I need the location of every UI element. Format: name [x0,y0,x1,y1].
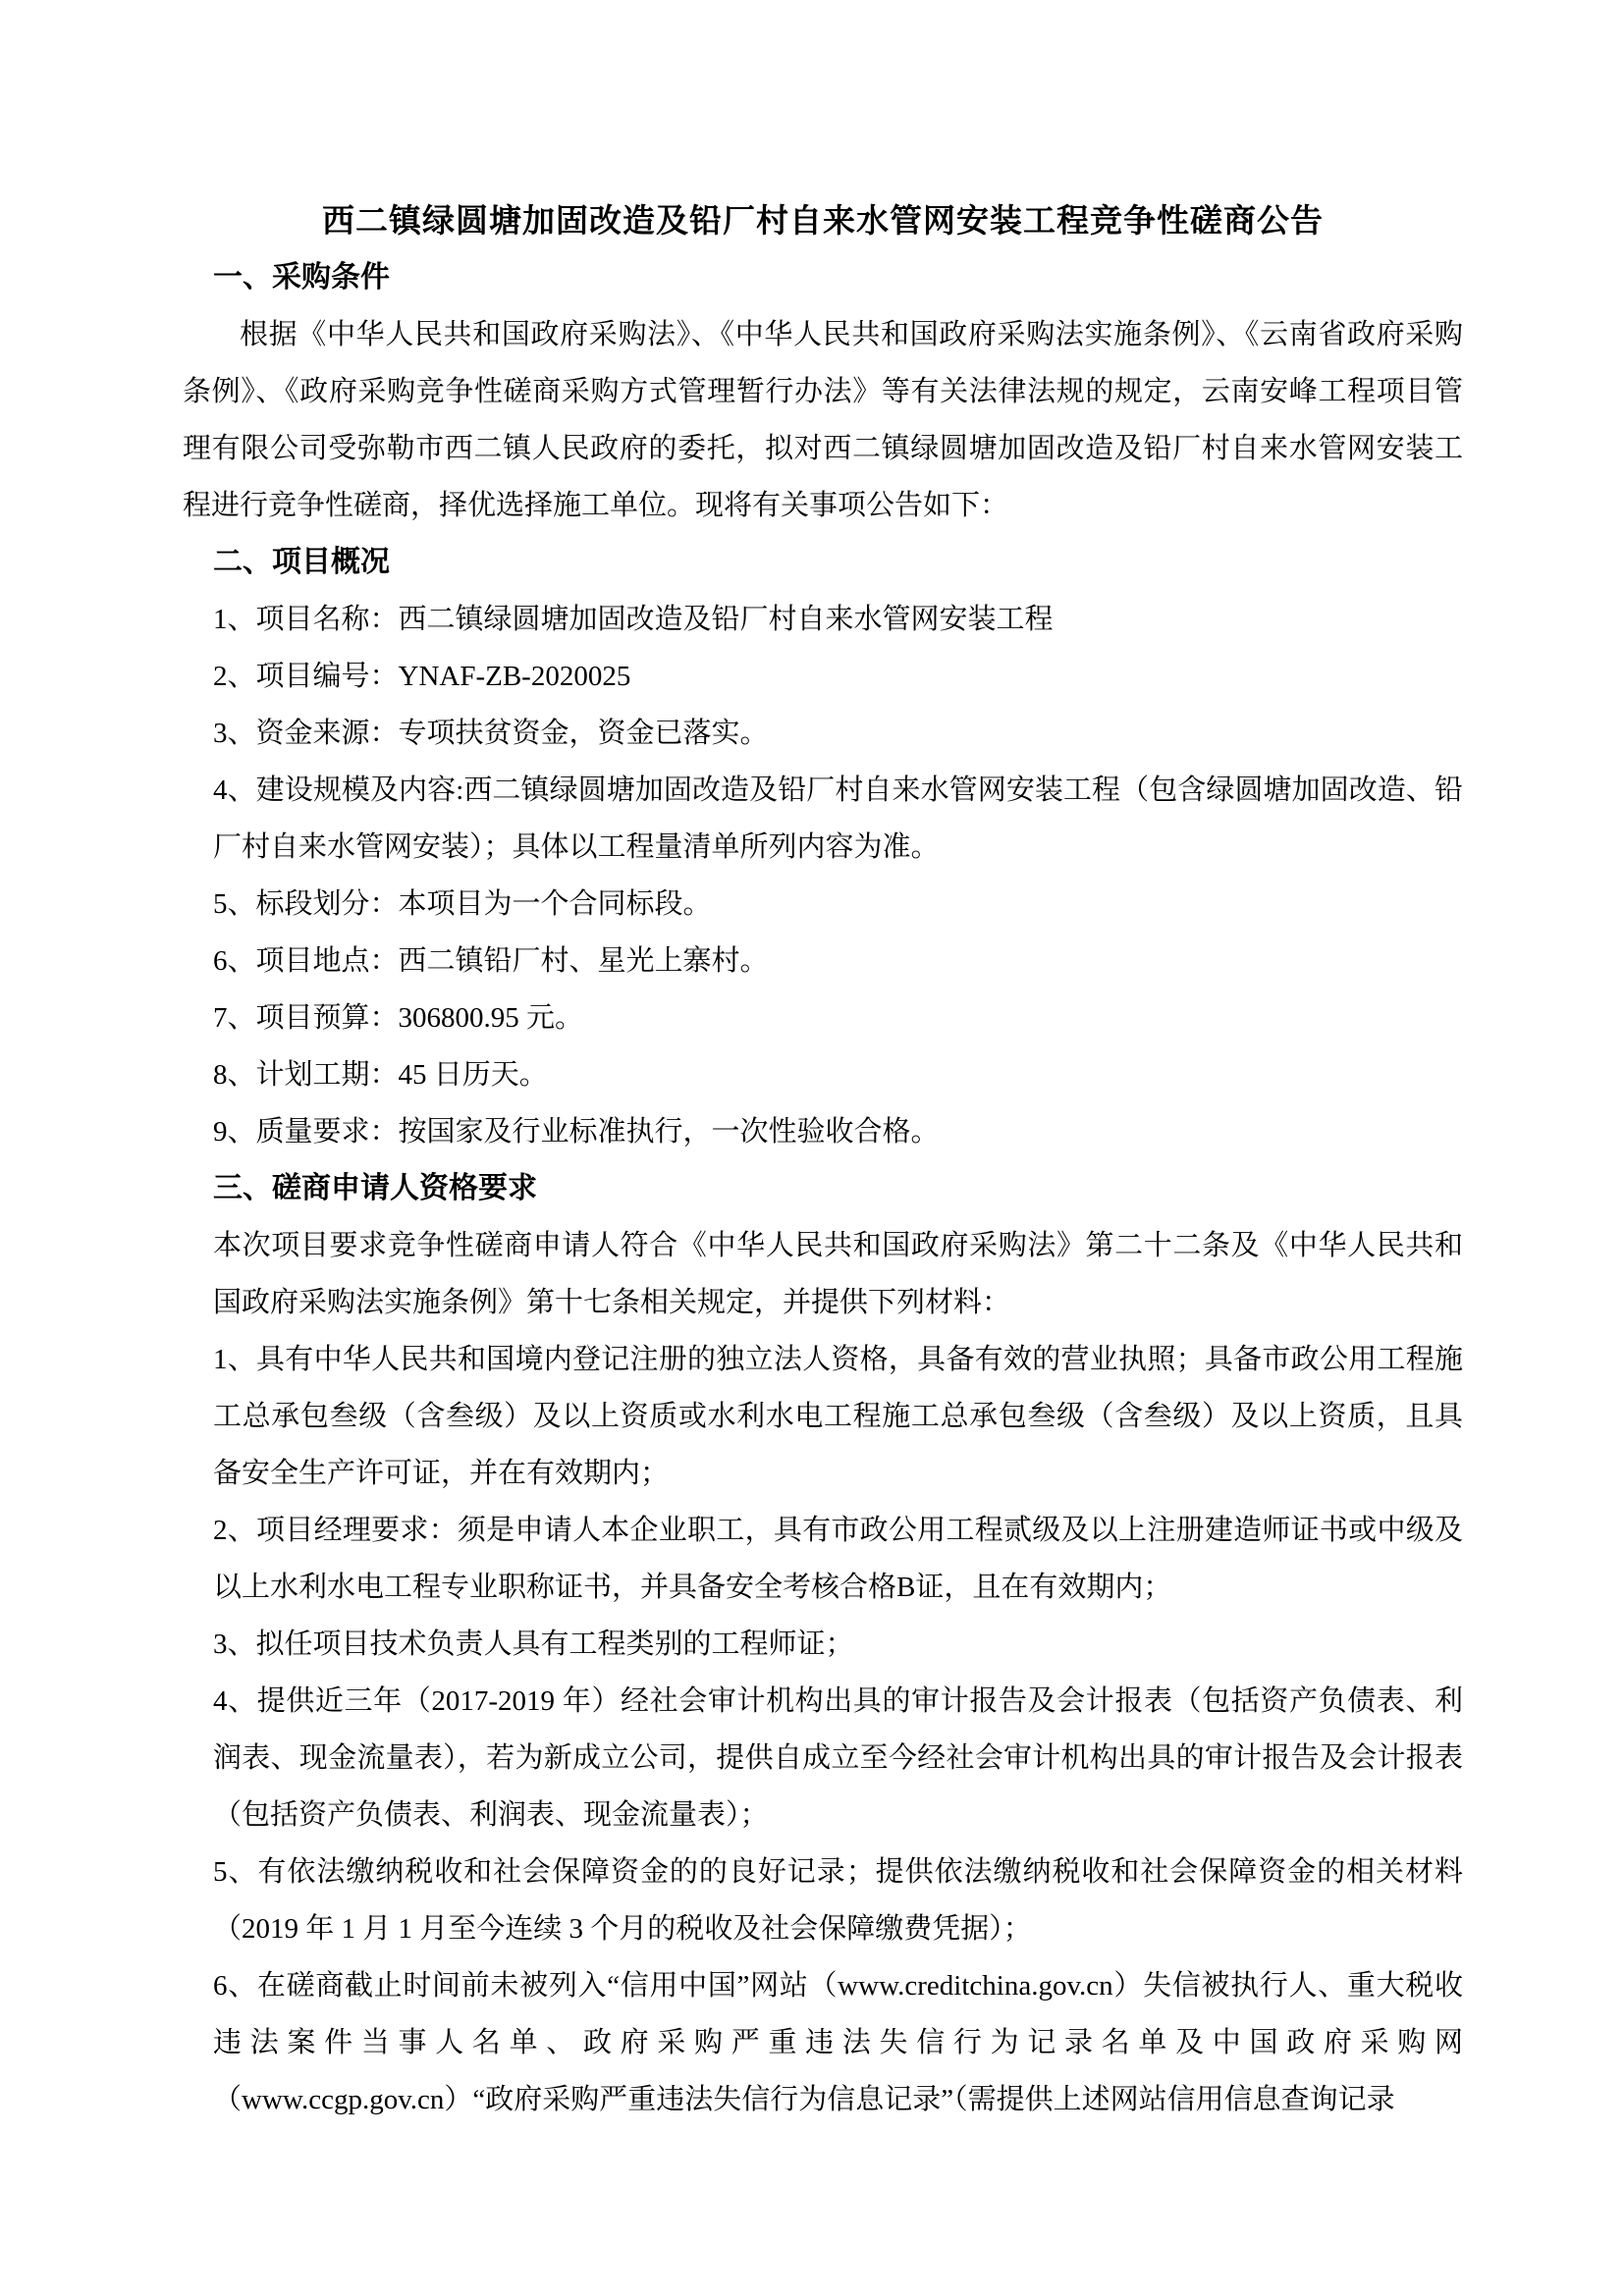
project-budget-item: 7、项目预算：306800.95 元。 [213,1002,584,1034]
qualification-item-4: 4、提供近三年（2017-2019 年）经社会审计机构出具的审计报告及会计报表（包括资产负债表、利润表、现金流量表），若为新成立公司，提供自成立至今经社会审计机构出具的审计报告及会计报表（包括资产负债表、利润表、现金流量表）； [213,1685,1463,1831]
section-project-overview-heading: 二、项目概况 [213,546,390,578]
contract-section-item: 5、标段划分：本项目为一个合同标段。 [213,888,712,920]
applicant-qualifications-intro: 本次项目要求竞争性磋商申请人符合《中华人民共和国政府采购法》第二十二条及《中华人民共和国政府采购法实施条例》第十七条相关规定，并提供下列材料： [213,1230,1463,1318]
project-location-item: 6、项目地点：西二镇铅厂村、星光上寨村。 [213,945,769,977]
qualification-item-5: 5、有依法缴纳税收和社会保障资金的的良好记录；提供依法缴纳税收和社会保障资金的相关材料（2019 年 1 月 1 月至今连续 3 个月的税收及社会保障缴费凭据）； [213,1856,1463,1945]
qualification-item-6: 6、在磋商截止时间前未被列入“信用中国”网站（www.creditchina.gov.cn）失信被执行人、重大税收违法案件当事人名单、政府采购严重违法失信行为记录名单及中国政府采购网（www.ccgp.gov.cn）“政府采购严重违法失信行为信息记录”（需提供上述网站信用信息查询记录 [213,1970,1463,2115]
project-name-item: 1、项目名称：西二镇绿圆塘加固改造及铅厂村自来水管网安装工程 [213,604,1054,635]
procurement-conditions-paragraph: 根据《中华人民共和国政府采购法》、《中华人民共和国政府采购法实施条例》、《云南省政府采购条例》、《政府采购竞争性磋商采购方式管理暂行办法》等有关法律法规的规定，云南安峰工程项目管理有限公司受弥勒市西二镇人民政府的委托，拟对西二镇绿圆塘加固改造及铅厂村自来水管网安装工程进行竞争性磋商，择优选择施工单位。现将有关事项公告如下： [183,319,1463,521]
funding-source-item: 3、资金来源：专项扶贫资金，资金已落实。 [213,718,769,749]
qualification-item-3: 3、拟任项目技术负责人具有工程类别的工程师证； [213,1629,854,1660]
construction-period-item: 8、计划工期：45 日历天。 [213,1059,548,1091]
qualification-item-2: 2、项目经理要求：须是申请人本企业职工，具有市政公用工程贰级及以上注册建造师证书或中级及以上水利水电工程专业职称证书，并具备安全考核合格B证，且在有效期内； [213,1515,1463,1603]
quality-requirement-item: 9、质量要求：按国家及行业标准执行，一次性验收合格。 [213,1116,940,1148]
project-number-item: 2、项目编号：YNAF-ZB-2020025 [213,661,631,692]
section-applicant-qualifications-heading: 三、磋商申请人资格要求 [213,1172,537,1204]
section-procurement-conditions-heading: 一、采购条件 [213,261,390,294]
qualification-item-1: 1、具有中华人民共和国境内登记注册的独立法人资格，具备有效的营业执照；具备市政公用工程施工总承包叁级（含叁级）及以上资质或水利水电工程施工总承包叁级（含叁级）及以上资质，且具备安全生产许可证，并在有效期内； [213,1344,1463,1489]
document-title: 西二镇绿圆塘加固改造及铅厂村自来水管网安装工程竞争性磋商公告 [322,202,1324,239]
construction-scope-item: 4、建设规模及内容:西二镇绿圆塘加固改造及铅厂村自来水管网安装工程（包含绿圆塘加固改造、铅厂村自来水管网安装）；具体以工程量清单所列内容为准。 [213,774,1463,863]
